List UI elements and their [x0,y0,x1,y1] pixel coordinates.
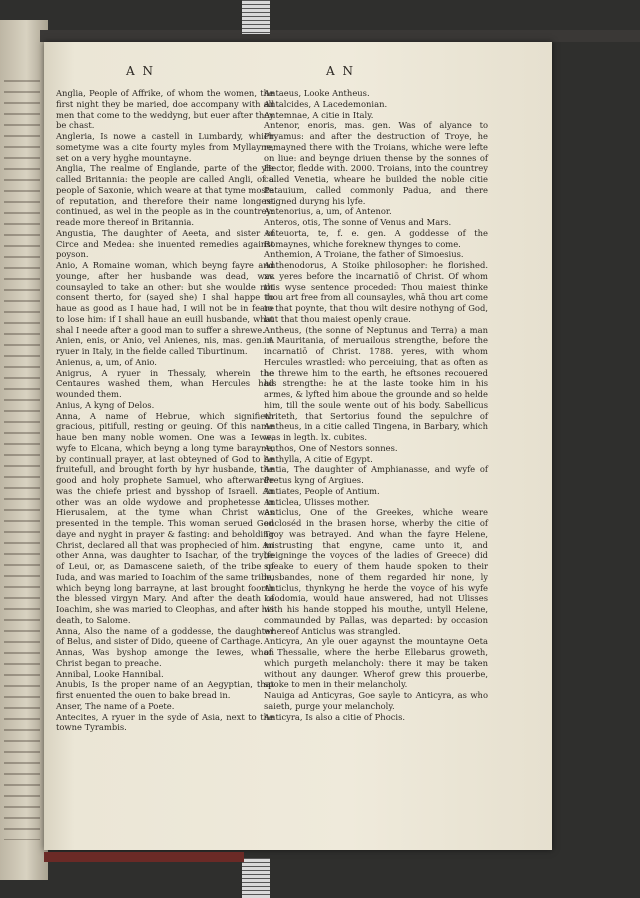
dictionary-entry: Anteros, otis, The sonne of Venus and Mars. [264,217,452,227]
dictionary-entry: Anigrus, A ryuer in Thessaly, wherein the Centaures washed them, whan Hercules had wounded them. [56,367,274,399]
dictionary-entry: Antenor, enoris, mas. gen. Was of alyance to Pryamus: and after the destruction of Troye, he remayned there with the Troians, whiche were lefte on liue: and beynge driuen thense by the sonnes of Hector, fledde with. 2000. Troians, into the countrey called Venetia, wheare he builded the noble citie Patauium, called commonly Padua, and there reigned duryng his lyfe. [264,120,488,206]
running-head-left: A N [126,64,155,78]
dictionary-entry: Antalcides, A Lacedemonian. [264,98,388,109]
dictionary-entry: Anius, A kyng of Delos. [56,399,155,410]
facing-page-text-ghost [4,80,40,840]
dictionary-entry: Anienus, a, um, of Anio. [56,356,157,367]
dictionary-entry: Anticyra, Is also a citie of Phocis. [264,711,406,722]
running-head-right: A N [326,64,355,78]
dictionary-entry: Anthos, One of Nestors sonnes. [264,442,398,453]
facing-page-edge [0,20,48,880]
dictionary-entry: Antheus, (the sonne of Neptunus and Terra) a man in Mauritania, of meruailous strengthe, before the incarnatiō of Christ. 1788. yeres, with whom Hercules wrastled: who perceiuing, that as often as he threwe him to the earth, he eftsones recouered his strengthe: he at the laste tooke him in his armes, & lyfted him aboue the grounde and so helde him, till the soule wente out of his body. Sabellicus writeth, that Sertorius found the sepulchre of Antheus, in a citie called Tingena, in Barbary, which was in legth. lx. cubites. [264,324,488,442]
dictionary-entry: Anubis, Is the proper name of an Aegyptian, that first enuented the ouen to bake bread in. [56,679,274,700]
binding-edge [44,852,244,862]
dictionary-entry: Anticlea, Ulisses mother. [264,496,370,507]
book-page [44,42,552,850]
dictionary-entry: Anna, Also the name of a goddesse, the daughter of Belus, and sister of Dido, queene of Carthage. [56,625,274,647]
dictionary-entry: Anthenodorus, A Stoike philosopher: he florished. xv. yeres before the incarnatiō of Christ. Of whom this wyse sentence proceded: Thou maiest thinke thou art free from all counsayles, whā thou art come to that poynte, that thou wilt desire nothyng of God, but that thou maiest openly craue. [264,260,488,324]
dictionary-entry: Anna, A name of Hebrue, which signifieth gracious, pitifull, resting or geuing. Of this name haue ben many noble women. One was a Iewe, wyfe to Elcana, which beyng a long tyme barayne, by continuall prayer, at last obteyned of God to be fruitefull, and brought forth by hyr husbande, the good and holy prophete Samuel, who afterwarde was the chiefe priest and bysshop of Israell. An other was an olde wydowe and prophetesse in Hierusalem, at the tyme whan Christ was presented in the temple. This woman serued God daye and nyght in prayer & fasting: and beholding Christ, declared all that was prophecied of him. An other Anna, was daughter to Isachar, of the trybe of Leui, or, as Damascene saieth, of the tribe of Iuda, and was maried to Ioachim of the same tribe, which beyng long barrayne, at last brought foorth the blessed virgyn Mary. And after the death of Ioachim, she was maried to Cleophas, and after his death, to Salome. [56,410,274,625]
dictionary-entry: Anglia, The realme of Englande, parte of the yle called Britannia: the people are called Angli, of a people of Saxonie, which weare at that tyme moste of reputation, and therefore their name longest continued, as wel in the people as in the countrey: reade more thereof in Britannia. [56,163,274,227]
dictionary-entry: Anthemion, A Troiane, the father of Simoesius. [264,249,464,260]
dictionary-entry: Antiates, People of Antium. [264,485,380,496]
dictionary-entry: Annas, Was byshop amonge the Iewes, whan Christ began to preache. [56,647,274,668]
dictionary-entry: Anio, A Romaine woman, which beyng fayre and younge, after her husbande was dead, was counsayled to take an other: but she woulde not consent therto, for (sayed she) I shal happe to haue as good as I haue had, I will not be in feare to lose him: if I shall haue an euill husbande, what shal I neede after a good man to suffer a shrewe. [56,260,274,335]
dictionary-entry: Anthylla, A citie of Egypt. [264,453,373,464]
dictionary-entry: Anteuorta, te, f. e. gen. A goddesse of the Romaynes, whiche foreknew thynges to come. [264,227,488,249]
dictionary-entry: Anticlus, One of the Greekes, whiche weare encloséd in the brasen horse, wherby the citie of Troy was betrayed. And whan the fayre Helene, mistrusting that engyne, came unto it, and (feigninge the voyces of the ladies of Greece) did speake to euery of them haude spoken to their husbandes, none of them regarded hir none, ly Anticlus, thynkyng he herde the voyce of his wyfe Laodomia, would haue answered, had not Ulisses with his hande stopped his mouthe, untyll Helene, commaunded by Pallas, was departed: by occasion whereof Anticlus was strangled. [264,507,488,636]
dictionary-entry: Antia, The daughter of Amphianasse, and wyfe of Pretus kyng of Argiues. [264,464,488,485]
dictionary-entry: Annibal, Looke Hannibal. [56,668,164,679]
dictionary-entry: Angustia, The daughter of Aeeta, and sister of Circe and Medea: she inuented remedies against poyson. [56,227,274,260]
dictionary-entry: Antenorius, a, um, of Antenor. [264,206,392,217]
book-cover-edge [40,30,640,42]
dictionary-entry: Nauiga ad Anticyras, Goe sayle to Anticyra, as who saieth, purge your melancholy. [264,690,488,711]
scale-ruler-top [242,0,270,34]
dictionary-entry: Anien, enis, or Anio, vel Anienes, nis, mas. gen. A ryuer in Italy, in the fielde called Tiburtinum. [56,335,274,356]
dictionary-entry: Antemnae, A citie in Italy. [264,109,374,120]
dictionary-entry: Antaeus, Looke Antheus. [264,88,370,98]
dictionary-entry: Anticyra, An yle ouer agaynst the mountayne Oeta of Thessalie, where the herbe Ellebarus groweth, which purgeth melancholy: there it may be taken without any daunger. Wherof grew this prouerbe, spoke to men in their melancholy. [264,636,488,690]
dictionary-entry: Anser, The name of a Poete. [56,700,175,711]
right-column [264,88,488,722]
left-column [56,88,274,733]
scale-ruler-bottom [242,858,270,898]
dictionary-entry: Antecites, A ryuer in the syde of Asia, next to the towne Tyrambis. [56,711,274,733]
dictionary-entry: Anglia, People of Affrike, of whom the women, the first night they be maried, doe accompany with all men that come to the weddyng, but euer after they be chast. [56,88,274,131]
dictionary-entry: Angleria, Is nowe a castell in Lumbardy, which sometyme was a cite fourty myles from Myllayne, set on a very hyghe mountayne. [56,131,274,163]
